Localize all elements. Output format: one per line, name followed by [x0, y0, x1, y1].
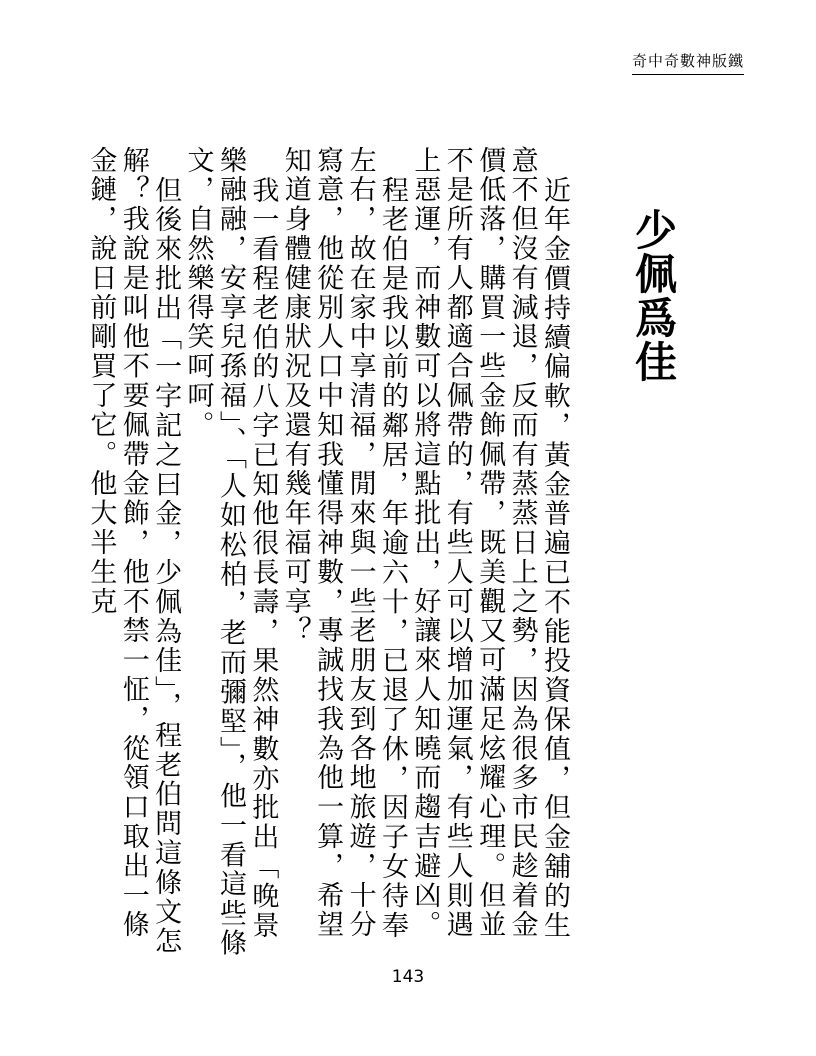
paragraph: 程老伯是我以前的鄰居，年逾六十，已退了休，因子女待奉左右，故在家中享清福，閒來與一些老朋友到各地旅遊，十分寫意，他從別人口中知我懂得神數，專誠找我為他一算，希望知道身體健康狀況及還有幾年福可享？: [279, 146, 408, 941]
paragraph: 但後來批出「一字記之曰金，少佩為佳」，程老伯問這條文怎解？我說是叫他不要佩帶金飾，他不禁一怔，從領口取出一條金鏈，說日前剛買了它。他大半生克: [85, 146, 182, 956]
page-number: 143: [391, 967, 425, 987]
book-title: 奇中奇數神版鐵: [631, 52, 744, 70]
running-header: [632, 50, 744, 75]
paragraph: 我一看程老伯的八字已知他很長壽，果然神數亦批出「晚景樂融融，安享兒孫福」、「人如松柏，老而彌堅」，他一看這些條文，自然樂得笑呵呵。: [182, 146, 279, 959]
paragraph: 近年金價持續偏軟，黃金普遍已不能投資保值，但金舖的生意不但沒有減退，反而有蒸蒸日上之勢，因為很多市民趁着金價低落，購買一些金飾佩帶，既美觀又可滿足炫耀心理。但並不是所有人都適合佩帶的，有些人可以增加運氣，有些人則遇上惡運，而神數可以將這點批出，好讓來人知曉而趨吉避凶。: [409, 146, 570, 941]
chapter-title: 少佩爲佳: [629, 208, 678, 384]
body-text: [85, 146, 570, 961]
